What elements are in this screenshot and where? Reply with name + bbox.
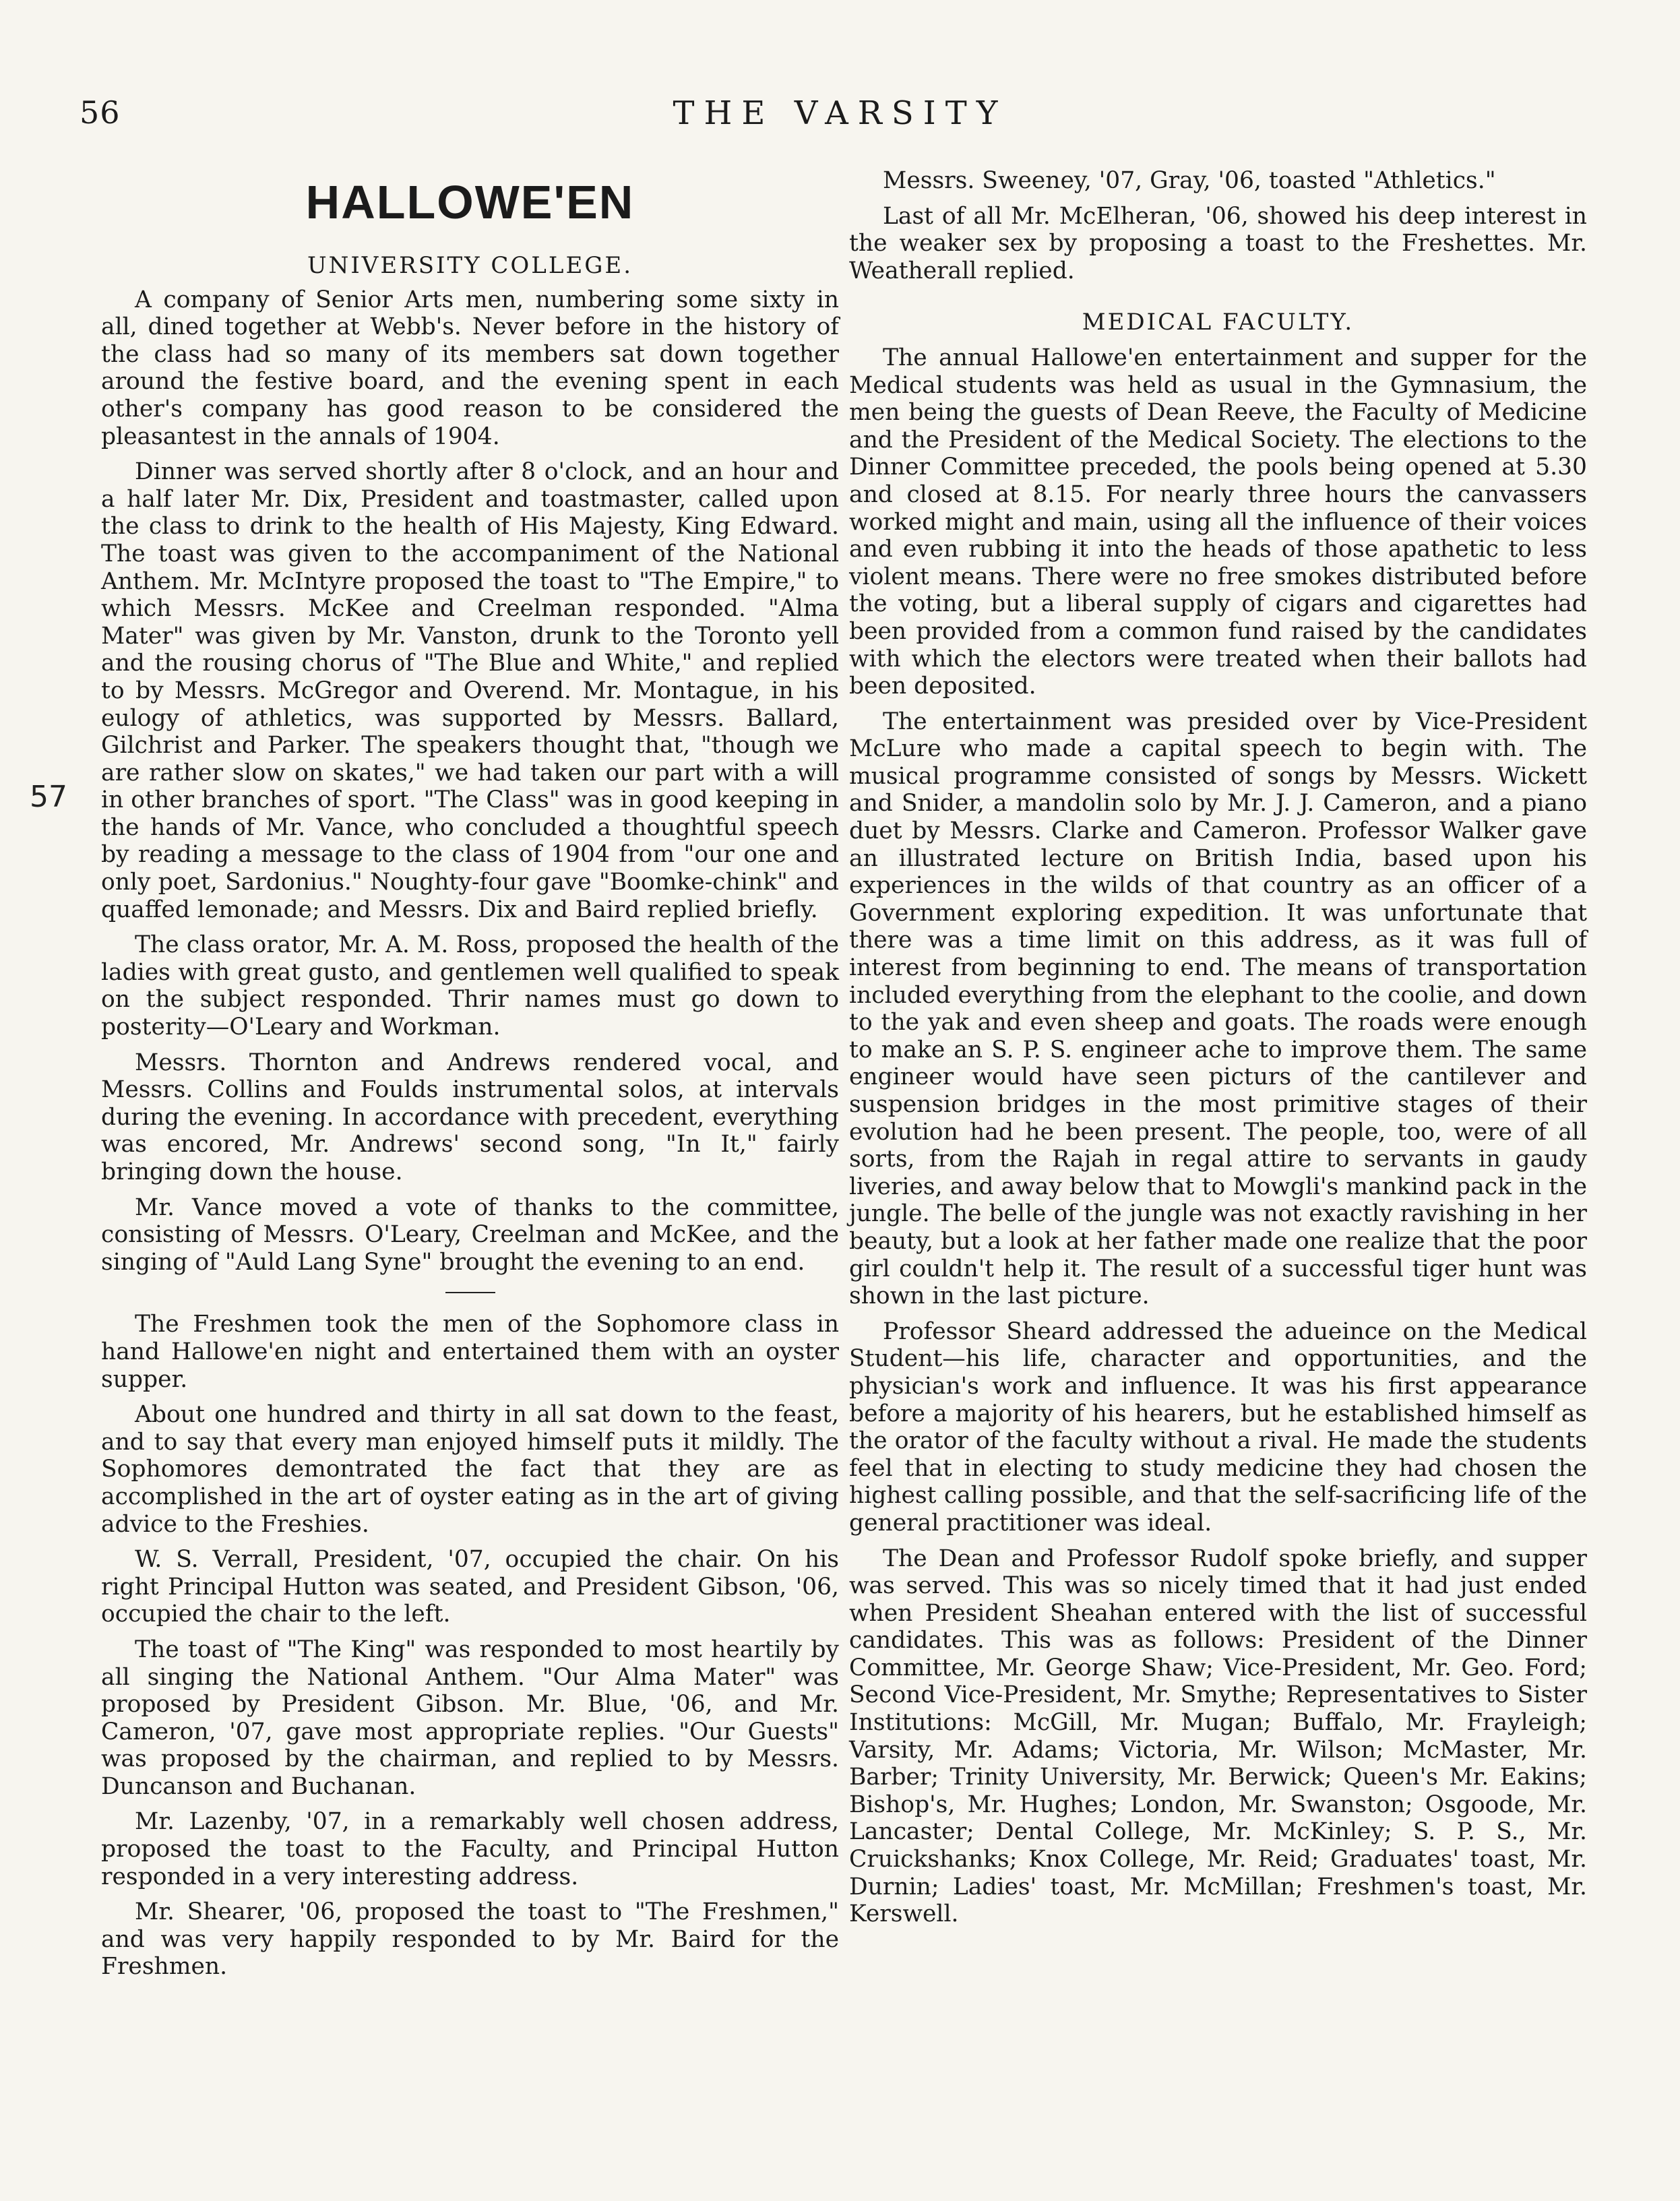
paragraph: The entertainment was presided over by Vice-President McLure who made a capital speech to begin with. The musical programme consisted of songs by Messrs. Wickett and Snider, a mandolin solo by Mr. J. J. Cameron, and a piano duet by Messrs. Clarke and Cameron. Professor Walker gave an illustrated lecture on British India, based upon his experiences in the wilds of that country as an officer of a Government exploring expedition. It was unfortunate that there was a time limit on this address, as it was full of interest from beginning to end. The means of transportation included everything from the elephant to the coolie, and down to the yak and even sheep and goats. The roads were enough to make an S. P. S. engineer ache to improve them. The same engineer would have seen picturs of the cantilever and suspension bridges in the most primitive stages of their evolution had he been present. The people, too, were of all sorts, from the Rajah in regal attire to servants in gaudy liveries, and away below that to Mowgli's mankind pack in the jungle. The belle of the jungle was not exactly ravishing in her beauty, but a look at her father made one realize that the poor girl couldn't help it. The result of a successful tiger hunt was shown in the last picture. bbox=[849, 708, 1587, 1310]
paragraph: Mr. Lazenby, '07, in a remarkably well chosen address, proposed the toast to the Faculty, and Principal Hutton responded in a very interesting address. bbox=[101, 1808, 839, 1890]
paragraph: About one hundred and thirty in all sat down to the feast, and to say that every man enjoyed himself puts it mildly. The Sophomores demontrated the fact that they are as accomplished in the art of oyster eating as in the art of giving advice to the Freshies. bbox=[101, 1401, 839, 1538]
margin-note: 57 bbox=[30, 780, 67, 814]
paragraph: Mr. Shearer, '06, proposed the toast to "The Freshmen," and was very happily responded to by Mr. Baird for the Freshmen. bbox=[101, 1898, 839, 1981]
section-heading-university-college: UNIVERSITY COLLEGE. bbox=[307, 252, 633, 279]
paragraph: Mr. Vance moved a vote of thanks to the committee, consisting of Messrs. O'Leary, Creelman and McKee, and the singing of "Auld Lang Syne" brought the evening to an end. bbox=[101, 1194, 839, 1276]
paragraph: The annual Hallowe'en entertainment and supper for the Medical students was held as usual in the Gymnasium, the men being the guests of Dean Reeve, the Faculty of Medicine and the President of the Medical Society. The elections to the Dinner Committee preceded, the pools being opened at 5.30 and closed at 8.15. For nearly three hours the canvassers worked might and main, using all the influence of their voices and even rubbing it into the heads of those apathetic to less violent means. There were no free smokes distributed before the voting, but a liberal supply of cigars and cigarettes had been provided from a common fund raised by the candidates with which the electors were treated when their ballots had been deposited. bbox=[849, 344, 1587, 700]
article-title: HALLOWE'EN bbox=[305, 176, 635, 228]
paragraph: Dinner was served shortly after 8 o'clock, and an hour and a half later Mr. Dix, President and toastmaster, called upon the class to drink to the health of His Majesty, King Edward. The toast was given to the accompaniment of the National Anthem. Mr. McIntyre proposed the toast to "The Empire," to which Messrs. McKee and Creelman responded. "Alma Mater" was given by Mr. Vanston, drunk to the Toronto yell and the rousing chorus of "The Blue and White," and replied to by Messrs. McGregor and Overend. Mr. Montague, in his eulogy of athletics, was supported by Messrs. Ballard, Gilchrist and Parker. The speakers thought that, "though we are rather slow on skates," we had taken our part with a will in other branches of sport. "The Class" was in good keeping in the hands of Mr. Vance, who concluded a thoughtful speech by reading a message to the class of 1904 from "our one and only poet, Sardonius." Noughty-four gave "Boomke-chink" and quaffed lemonade; and Messrs. Dix and Baird replied briefly. bbox=[101, 458, 839, 923]
paragraph: The Freshmen took the men of the Sophomore class in hand Hallowe'en night and entertained them with an oyster supper. bbox=[101, 1311, 839, 1393]
running-title: THE VARSITY bbox=[673, 94, 1007, 132]
paragraph: Messrs. Sweeney, '07, Gray, '06, toasted "Athletics." bbox=[883, 167, 1496, 194]
paragraph: A company of Senior Arts men, numbering some sixty in all, dined together at Webb's. Never before in the history of the class had so many of its members sat down together around the festive board, and the evening spent in each other's company has good reason to be considered the pleasantest in the annals of 1904. bbox=[101, 286, 839, 450]
paragraph: Messrs. Thornton and Andrews rendered vocal, and Messrs. Collins and Foulds instrumental solos, at intervals during the evening. In accordance with precedent, everything was encored, Mr. Andrews' second song, "In It," fairly bringing down the house. bbox=[101, 1049, 839, 1185]
paragraph: Professor Sheard addressed the adueince on the Medical Student—his life, character and opportunities, and the physician's work and influence. It was his first appearance before a majority of his hearers, but he established himself as the orator of the faculty without a rival. He made the students feel that in electing to study medicine they had chosen the highest calling possible, and that the self-sacrificing life of the general practitioner was ideal. bbox=[849, 1318, 1587, 1537]
right-column bbox=[849, 167, 1587, 1928]
paragraph: Last of all Mr. McElheran, '06, showed his deep interest in the weaker sex by proposing a toast to the Freshettes. Mr. Weatherall replied. bbox=[849, 202, 1587, 284]
left-column bbox=[101, 167, 839, 1981]
section-heading-medical-faculty: MEDICAL FACULTY. bbox=[1082, 309, 1355, 336]
section-divider bbox=[445, 1292, 495, 1293]
page-number: 56 bbox=[80, 94, 121, 131]
paragraph: The toast of "The King" was responded to most heartily by all singing the National Anthem. "Our Alma Mater" was proposed by President Gibson. Mr. Blue, '06, and Mr. Cameron, '07, gave most appropriate replies. "Our Guests" was proposed by the chairman, and replied to by Messrs. Duncanson and Buchanan. bbox=[101, 1636, 839, 1800]
paragraph: The class orator, Mr. A. M. Ross, proposed the health of the ladies with great gusto, and gentlemen well qualified to speak on the subject responded. Thrir names must go down to posterity—O'Leary and Workman. bbox=[101, 931, 839, 1041]
paragraph: The Dean and Professor Rudolf spoke briefly, and supper was served. This was so nicely timed that it had just ended when President Sheahan entered with the list of successful candidates. This was as follows: President of the Dinner Committee, Mr. George Shaw; Vice-President, Mr. Geo. Ford; Second Vice-President, Mr. Smythe; Representatives to Sister Institutions: McGill, Mr. Mugan; Buffalo, Mr. Frayleigh; Varsity, Mr. Adams; Victoria, Mr. Wilson; McMaster, Mr. Barber; Trinity University, Mr. Berwick; Queen's Mr. Eakins; Bishop's, Mr. Hughes; London, Mr. Swanston; Osgoode, Mr. Lancaster; Dental College, Mr. McKinley; S. P. S., Mr. Cruickshanks; Knox College, Mr. Reid; Graduates' toast, Mr. Durnin; Ladies' toast, Mr. McMillan; Freshmen's toast, Mr. Kerswell. bbox=[849, 1545, 1587, 1928]
paragraph: W. S. Verrall, President, '07, occupied the chair. On his right Principal Hutton was seated, and President Gibson, '06, occupied the chair to the left. bbox=[101, 1546, 839, 1628]
